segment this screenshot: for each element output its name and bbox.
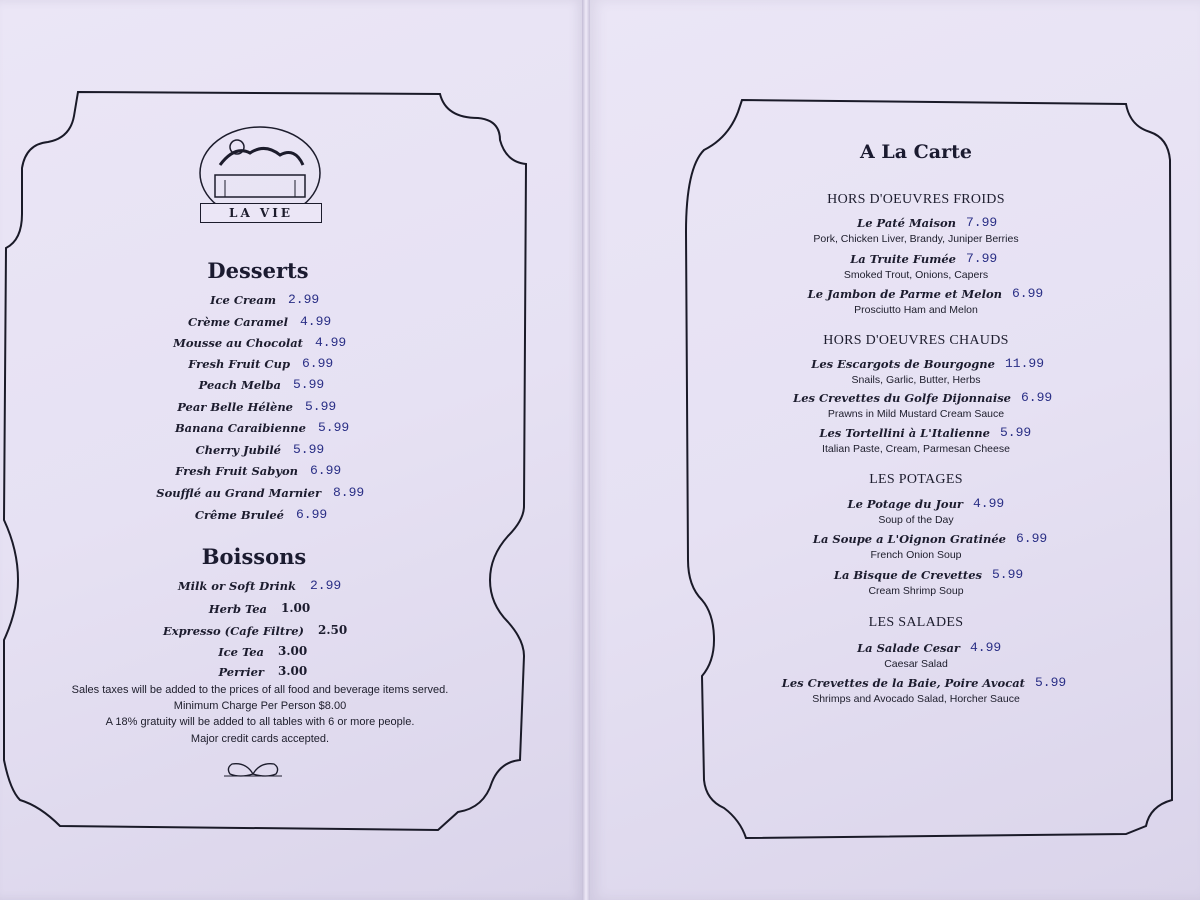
alacarte-item-name: La Salade Cesar [857,641,960,655]
menu-note: Major credit cards accepted. [190,733,330,745]
alacarte-item-desc: Shrimps and Avocado Salad, Horcher Sauce [812,693,1020,705]
dessert-item-price: 6.99 [296,507,328,522]
dessert-item-name: Fresh Fruit Sabyon [175,464,298,478]
alacarte-item-name: Le Paté Maison [857,216,956,230]
alacarte-item-price: 11.99 [1005,356,1045,371]
alacarte-item-desc: Prawns in Mild Mustard Cream Sauce [827,408,1005,420]
boisson-item-price: 2.99 [310,578,342,593]
dessert-item-name: Crême Bruleé [194,508,284,522]
dessert-item-name: Banana Caraibienne [174,421,306,435]
dessert-item-name: Cherry Jubilé [195,443,281,457]
alacarte-item-price: 4.99 [973,496,1005,511]
dessert-item-price: 5.99 [305,399,337,414]
alacarte-item-price: 7.99 [966,215,998,230]
boisson-item-price: 1.00 [281,601,311,615]
boisson-item-price: 2.50 [318,623,348,637]
dessert-item-name: Pear Belle Hélène [177,400,293,414]
alacarte-item-desc: Snails, Garlic, Butter, Herbs [851,374,981,386]
alacarte-item-name: La Bisque de Crevettes [833,568,982,582]
dessert-item-price: 6.99 [310,463,342,478]
alacarte-item-price: 6.99 [1021,390,1053,405]
dessert-item-name: Fresh Fruit Cup [188,357,290,371]
dessert-item-price: 5.99 [318,420,350,435]
boisson-item-name: Milk or Soft Drink [177,579,296,593]
menu-note: Sales taxes will be added to the prices of all food and beverage items served. [71,684,449,696]
dessert-item-price: 2.99 [288,292,320,307]
menu-note: Minimum Charge Per Person $8.00 [173,700,347,712]
boisson-item-price: 3.00 [278,664,308,678]
alacarte-item-price: 6.99 [1016,531,1048,546]
boisson-item-name: Herb Tea [208,602,267,616]
desserts-heading: Desserts [207,258,309,283]
boisson-item-name: Perrier [218,665,264,679]
dessert-item-price: 5.99 [293,442,325,457]
alacarte-item-name: Les Tortellini à L'Italienne [819,426,990,440]
alacarte-item-price: 5.99 [1035,675,1067,690]
right-frame-border [686,100,1172,838]
alacarte-item-name: La Soupe a L'Oignon Gratinée [812,532,1006,546]
dessert-item-price: 4.99 [315,335,347,350]
dessert-item-price: 4.99 [300,314,332,329]
leaf-ornament-icon [218,756,288,780]
alacarte-category-title: HORS D'OEUVRES CHAUDS [823,333,1009,348]
alacarte-item-desc: French Onion Soup [870,549,962,561]
alacarte-category-title: LES POTAGES [869,472,963,487]
logo-pedestal [215,175,305,197]
alacarte-item-desc: Smoked Trout, Onions, Capers [843,269,989,281]
alacarte-heading: A La Carte [860,141,972,163]
boisson-item-name: Ice Tea [218,645,264,659]
alacarte-category-title: HORS D'OEUVRES FROIDS [827,192,1005,207]
alacarte-item-desc: Italian Paste, Cream, Parmesan Cheese [822,443,1010,455]
alacarte-item-desc: Prosciutto Ham and Melon [854,304,978,316]
logo-flowers [220,148,303,165]
alacarte-item-name: Les Crevettes de la Baie, Poire Avocat [781,676,1025,690]
boisson-item-price: 3.00 [278,644,308,658]
alacarte-category-title: LES SALADES [868,615,964,630]
alacarte-item-price: 5.99 [992,567,1024,582]
menu-note: A 18% gratuity will be added to all tables with 6 or more people. [105,716,415,728]
boisson-item-name: Expresso (Cafe Filtre) [162,624,304,638]
dessert-item-name: Crème Caramel [188,315,288,329]
alacarte-item-price: 7.99 [966,251,998,266]
dessert-item-price: 8.99 [333,485,365,500]
dessert-item-price: 5.99 [293,377,325,392]
alacarte-item-name: Le Jambon de Parme et Melon [807,287,1002,301]
alacarte-item-desc: Cream Shrimp Soup [868,585,964,597]
dessert-item-price: 6.99 [302,356,334,371]
alacarte-item-name: Le Potage du Jour [847,497,963,511]
logo-banner: LA VIE [200,203,322,223]
alacarte-item-name: La Truite Fumée [850,252,956,266]
alacarte-item-price: 6.99 [1012,286,1044,301]
boissons-heading: Boissons [201,544,307,569]
alacarte-item-name: Les Crevettes du Golfe Dijonnaise [793,391,1011,405]
dessert-item-name: Soufflé au Grand Marnier [156,486,321,500]
alacarte-item-desc: Pork, Chicken Liver, Brandy, Juniper Berries [813,233,1019,245]
alacarte-item-price: 5.99 [1000,425,1032,440]
alacarte-item-name: Les Escargots de Bourgogne [811,357,995,371]
dessert-item-name: Mousse au Chocolat [173,336,303,350]
alacarte-item-desc: Soup of the Day [878,514,954,526]
alacarte-item-desc: Caesar Salad [884,658,948,670]
dessert-item-name: Ice Cream [210,293,276,307]
alacarte-item-price: 4.99 [970,640,1002,655]
dessert-item-name: Peach Melba [198,378,281,392]
